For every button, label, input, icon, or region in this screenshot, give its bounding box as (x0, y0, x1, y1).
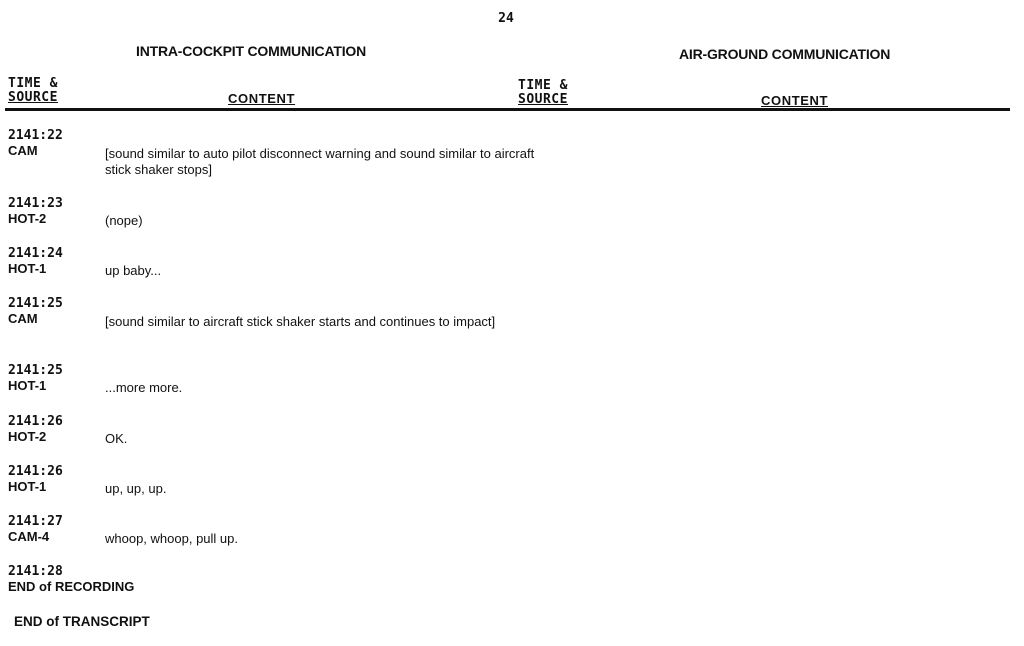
entry-time: 2141:28 (8, 564, 63, 579)
transcript-entry (8, 246, 548, 276)
transcript-entry (8, 564, 548, 594)
header-rule (5, 108, 1010, 111)
time-header-label: TIME & (8, 76, 58, 91)
time-header-label: TIME & (518, 78, 568, 93)
entry-content: (nope) (105, 213, 143, 228)
entry-time: 2141:26 (8, 414, 63, 429)
entry-source: HOT-1 (8, 261, 47, 276)
entry-content: whoop, whoop, pull up. (105, 531, 238, 546)
transcript-entry (8, 514, 548, 544)
entry-source: CAM-4 (8, 529, 50, 544)
entry-source: HOT-2 (8, 429, 47, 444)
transcript-entry (8, 464, 548, 494)
entry-source: HOT-1 (8, 479, 47, 494)
air-ground-title: AIR-GROUND COMMUNICATION (679, 46, 891, 62)
entry-content: ...more more. (105, 380, 183, 395)
content-header-right: CONTENT (761, 93, 829, 108)
entry-time: 2141:24 (8, 246, 63, 261)
entry-content: [sound similar to aircraft stick shaker starts and continues to impact] (105, 314, 496, 329)
transcript-entry (8, 414, 548, 444)
transcript-entry (8, 363, 548, 393)
entry-content: [sound similar to auto pilot disconnect warning and sound similar to aircraft stick shaker stops] (105, 146, 535, 177)
entry-source: HOT-1 (8, 378, 47, 393)
entry-time: 2141:27 (8, 514, 63, 529)
end-of-transcript: END of TRANSCRIPT (14, 614, 150, 629)
content-header-left: CONTENT (228, 91, 296, 106)
entry-time: 2141:23 (8, 196, 63, 211)
entry-content: OK. (105, 431, 128, 446)
entry-source: CAM (8, 311, 38, 326)
source-header-label: SOURCE (518, 92, 568, 107)
transcript-entry (8, 196, 548, 226)
transcript-entry (8, 128, 548, 177)
intra-cockpit-title: INTRA-COCKPIT COMMUNICATION (136, 43, 366, 59)
entry-content: up, up, up. (105, 481, 167, 496)
entry-source: HOT-2 (8, 211, 47, 226)
entry-time: 2141:22 (8, 128, 63, 143)
page-number: 24 (498, 11, 514, 26)
entry-time: 2141:26 (8, 464, 63, 479)
entry-source: CAM (8, 143, 38, 158)
entry-time: 2141:25 (8, 363, 63, 378)
entry-source: END of RECORDING (8, 579, 135, 594)
time-source-header-right (518, 79, 568, 107)
entry-time: 2141:25 (8, 296, 63, 311)
source-header-label: SOURCE (8, 90, 58, 105)
time-source-header-left (8, 77, 58, 105)
transcript-entry (8, 296, 548, 329)
entry-content: up baby... (105, 263, 162, 278)
